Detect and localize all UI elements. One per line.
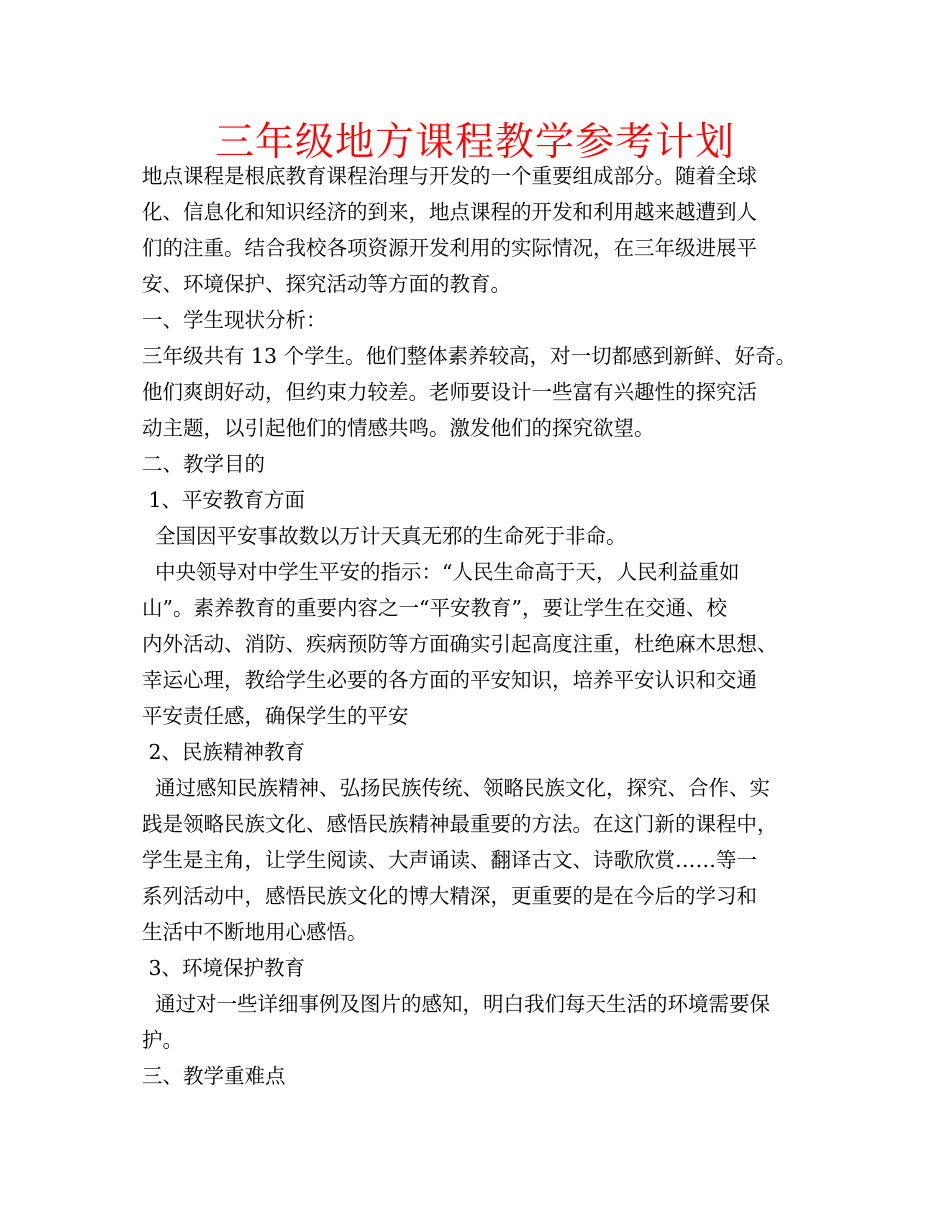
section-heading: 三、教学重难点 xyxy=(142,1064,286,1088)
body-line: 中央领导对中学生平安的指示：“人民生命高于天，人民利益重如 xyxy=(142,560,740,584)
body-line: 通过对一些详细事例及图片的感知，明白我们每天生活的环境需要保 xyxy=(142,992,771,1016)
body-line: 地点课程是根底教育课程治理与开发的一个重要组成部分。随着全球 xyxy=(142,164,757,188)
body-line: 幸运心理，教给学生必要的各方面的平安知识，培养平安认识和交通 xyxy=(142,668,757,692)
body-line: 内外活动、消防、疾病预防等方面确实引起高度注重，杜绝麻木思想、 xyxy=(142,632,778,656)
document-body xyxy=(142,158,832,1094)
body-line: 化、信息化和知识经济的到来，地点课程的开发和利用越来越遭到人 xyxy=(142,200,757,224)
body-line: 们的注重。结合我校各项资源开发利用的实际情况，在三年级进展平 xyxy=(142,236,757,260)
body-line: 他们爽朗好动，但约束力较差。老师要设计一些富有兴趣性的探究活 xyxy=(142,380,757,404)
body-line: 学生是主角，让学生阅读、大声诵读、翻译古文、诗歌欣赏……等一 xyxy=(142,848,757,872)
body-line: 护。 xyxy=(142,1028,183,1052)
body-line: 动主题，以引起他们的情感共鸣。激发他们的探究欲望。 xyxy=(142,416,655,440)
body-line: 山”。素养教育的重要内容之一“平安教育”，要让学生在交通、校 xyxy=(142,596,727,620)
subsection-heading: 1、平安教育方面 xyxy=(142,488,306,512)
body-line: 三年级共有 13 个学生。他们整体素养较高，对一切都感到新鲜、好奇。 xyxy=(142,344,797,368)
document-title: 三年级地方课程教学参考计划 xyxy=(214,120,735,165)
subsection-heading: 2、民族精神教育 xyxy=(142,740,306,764)
section-heading: 二、教学目的 xyxy=(142,452,265,476)
body-line: 安、环境保护、探究活动等方面的教育。 xyxy=(142,272,511,296)
body-line: 系列活动中，感悟民族文化的博大精深，更重要的是在今后的学习和 xyxy=(142,884,757,908)
body-line: 平安责任感，确保学生的平安 xyxy=(142,704,409,728)
body-line: 生活中不断地用心感悟。 xyxy=(142,920,368,944)
body-line: 通过感知民族精神、弘扬民族传统、领略民族文化，探究、合作、实 xyxy=(142,776,771,800)
body-line: 全国因平安事故数以万计天真无邪的生命死于非命。 xyxy=(142,524,627,548)
subsection-heading: 3、环境保护教育 xyxy=(142,956,306,980)
body-line: 践是领略民族文化、感悟民族精神最重要的方法。在这门新的课程中， xyxy=(142,812,778,836)
section-heading: 一、学生现状分析： xyxy=(142,308,327,332)
